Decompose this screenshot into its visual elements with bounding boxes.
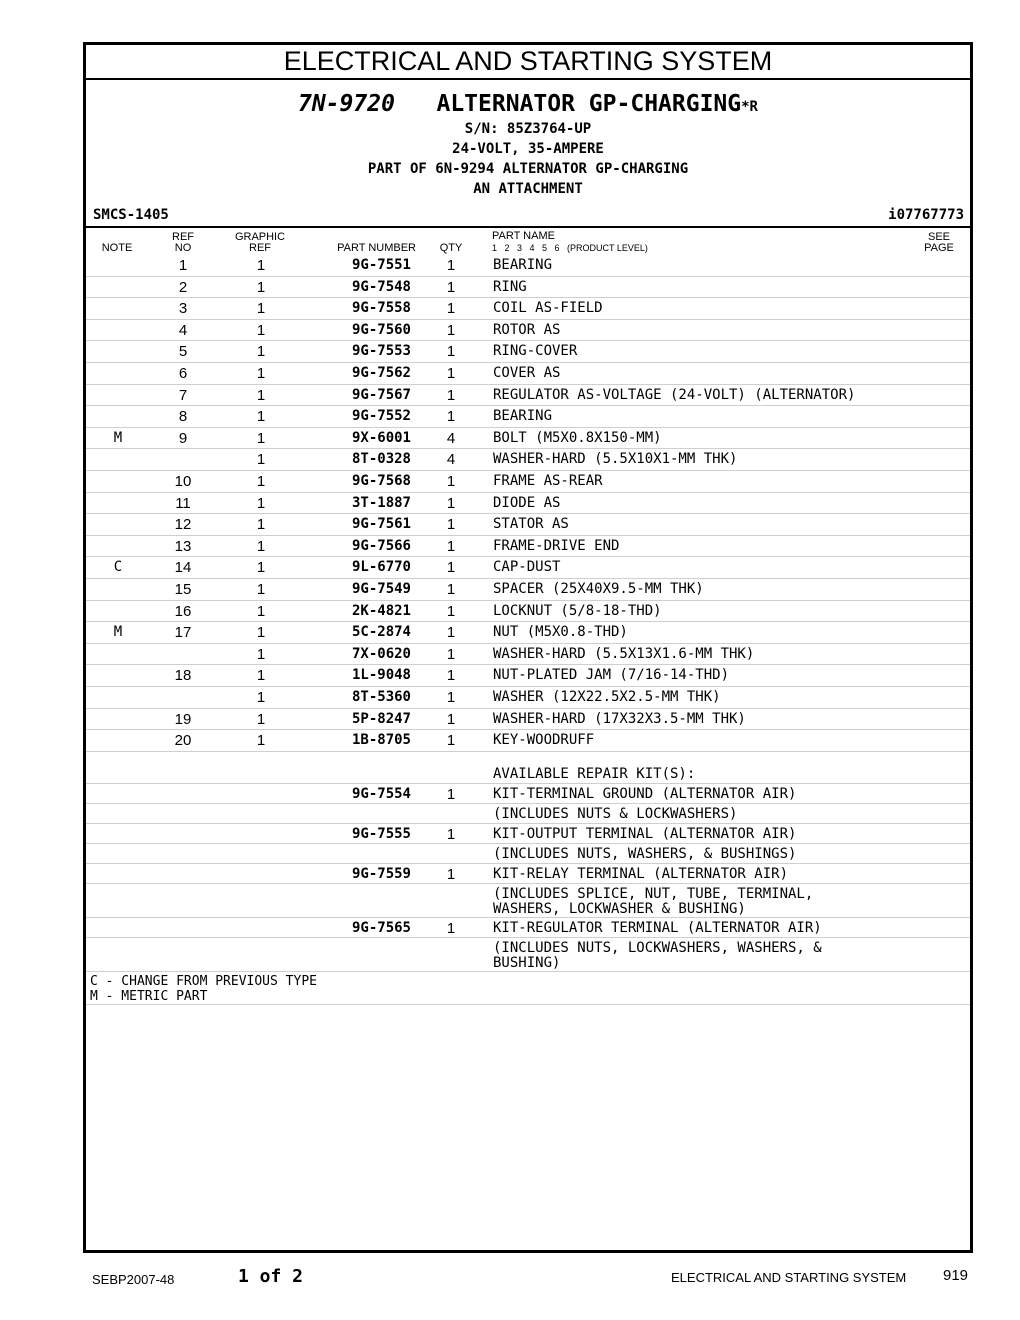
cell-pn: 9G-7559 [351,865,411,882]
cell-ref: 14 [174,559,192,577]
cell-name: NUT (M5X0.8-THD) [493,624,628,641]
group-suffix: *R [741,99,758,115]
cell-ref: 8 [178,408,188,426]
cell-note: M [113,429,123,446]
cell-gref: 1 [256,429,266,447]
cell-pn: 9G-7552 [351,408,411,425]
cell-ref: 3 [178,300,188,318]
cell-gref: 1 [256,321,266,339]
cell-name: DIODE AS [493,494,561,511]
table-row [86,536,970,558]
cell-qty: 1 [446,645,456,663]
cell-ref: 1 [178,257,188,274]
cell-name: KIT-RELAY TERMINAL (ALTERNATOR AIR) [493,865,789,882]
cell-name: (INCLUDES NUTS, LOCKWASHERS, WASHERS, & BUSHING) [493,939,822,971]
cell-name: BEARING [493,257,553,273]
cell-qty: 1 [446,386,456,404]
cell-pn: 1L-9048 [351,667,411,684]
cell-qty: 1 [446,689,456,706]
col-ref-no [164,232,202,254]
cell-name: RING-COVER [493,343,578,360]
section-title: ELECTRICAL AND STARTING SYSTEM [86,45,970,80]
cell-qty: 1 [446,624,456,642]
kit-row [86,764,970,784]
cell-pn: 9G-7568 [351,473,411,489]
cell-pn: 1B-8705 [351,732,411,749]
cell-qty: 1 [446,257,456,274]
cell-qty: 1 [446,825,456,843]
footer-page-of: 1 of 2 [238,1266,304,1287]
col-ref-no-line2: NO [174,242,192,254]
cell-qty: 1 [446,919,456,937]
cell-gref: 1 [256,689,266,706]
cell-qty: 1 [446,602,456,620]
footer-doc-id: SEBP2007-48 [92,1272,175,1287]
cell-name: (INCLUDES NUTS & LOCKWASHERS) [493,805,738,822]
col-note: NOTE [101,242,133,254]
cell-qty: 1 [446,300,456,318]
table-row [86,471,970,493]
cell-note: M [113,624,123,641]
footer-page-number: 919 [943,1267,969,1284]
cell-pn: 8T-0328 [351,451,411,468]
col-graphic-ref [228,232,292,254]
cell-name: REGULATOR AS-VOLTAGE (24-VOLT) (ALTERNATOR) [493,386,856,403]
smcs-code: SMCS-1405 [93,207,169,223]
cell-pn: 2K-4821 [351,602,411,619]
cell-pn: 9X-6001 [351,429,411,446]
part-of: PART OF 6N-9294 ALTERNATOR GP-CHARGING [367,161,689,177]
table-row [86,622,970,644]
cell-pn: 3T-1887 [351,494,411,511]
cell-ref: 15 [174,581,192,598]
cell-qty: 1 [446,365,456,382]
cell-name: BEARING [493,408,553,425]
cell-gref: 1 [256,343,266,361]
col-graphic-ref-line2: REF [249,242,271,254]
cell-ref: 18 [174,667,192,685]
cell-pn: 9G-7565 [351,919,411,936]
cell-ref: 11 [175,494,191,512]
cell-ref: 2 [178,278,188,296]
group-title [86,91,970,120]
cell-name: ROTOR AS [493,321,561,338]
cell-name: (INCLUDES SPLICE, NUT, TUBE, TERMINAL, WASHERS, LOCKWASHER & BUSHING) [493,885,814,917]
col-ref-no-line1: REF [172,231,194,243]
cell-gref: 1 [256,257,266,274]
table-row [86,709,970,731]
cell-ref: 6 [178,365,188,382]
cell-qty: 1 [446,278,456,296]
cell-gref: 1 [256,537,266,555]
cell-qty: 1 [446,732,456,750]
cell-pn: 9G-7558 [351,300,411,317]
table-row [86,406,970,428]
table-row [86,298,970,320]
col-part-name: PART NAME [492,230,555,242]
table-row [86,341,970,363]
cell-ref: 9 [178,429,188,447]
note-metric: M - METRIC PART [90,989,208,1004]
notes-rule [86,1004,970,1005]
cell-qty: 1 [446,408,456,426]
cell-pn: 5P-8247 [351,710,411,727]
cell-qty: 1 [446,710,456,728]
cell-gref: 1 [256,602,266,620]
cell-gref: 1 [256,645,266,663]
cell-pn: 9G-7566 [351,537,411,554]
cell-gref: 1 [256,624,266,642]
cell-pn: 8T-5360 [351,689,411,705]
cell-qty: 4 [446,451,456,469]
cell-pn: 9G-7551 [351,257,411,273]
cell-name: CAP-DUST [493,559,561,576]
cell-name: KEY-WOODRUFF [493,732,595,749]
cell-note: C [113,559,123,576]
kit-row [86,884,970,918]
kit-row [86,918,970,938]
cell-gref: 1 [256,732,266,750]
cell-name: (INCLUDES NUTS, WASHERS, & BUSHINGS) [493,845,797,862]
cell-name: KIT-REGULATOR TERMINAL (ALTERNATOR AIR) [493,919,822,936]
cell-ref: 10 [174,473,192,490]
cell-gref: 1 [256,581,266,598]
cell-pn: 9G-7553 [351,343,411,360]
cell-gref: 1 [256,365,266,382]
cell-gref: 1 [256,386,266,404]
cell-pn: 9G-7548 [351,278,411,295]
kit-row [86,804,970,824]
table-row [86,255,970,277]
cell-pn: 9G-7549 [351,581,411,597]
table-row [86,428,970,450]
serial-number: S/N: 85Z3764-UP [464,121,592,137]
cell-qty: 1 [446,865,456,883]
cell-ref: 5 [178,343,188,361]
cell-pn: 9G-7555 [351,825,411,842]
kit-row [86,824,970,844]
cell-ref: 17 [174,624,192,642]
cell-name: WASHER-HARD (17X32X3.5-MM THK) [493,710,746,727]
cell-pn: 7X-0620 [351,645,411,662]
cell-name: WASHER-HARD (5.5X13X1.6-MM THK) [493,645,755,662]
cell-qty: 1 [446,559,456,577]
cell-gref: 1 [256,451,266,469]
page-frame [83,42,973,1253]
table-row [86,730,970,752]
kit-row [86,784,970,804]
table-row [86,665,970,687]
cell-qty: 1 [446,537,456,555]
cell-ref: 20 [174,732,192,750]
cell-name: NUT-PLATED JAM (7/16-14-THD) [493,667,730,684]
kit-row [86,938,970,972]
cell-pn: 9L-6770 [351,559,411,576]
cell-name: WASHER (12X22.5X2.5-MM THK) [493,689,721,705]
col-see-page [916,232,962,254]
cell-name: KIT-TERMINAL GROUND (ALTERNATOR AIR) [493,785,797,802]
cell-name: FRAME-DRIVE END [493,537,620,554]
table-row [86,579,970,601]
attachment: AN ATTACHMENT [473,181,583,197]
cell-name: FRAME AS-REAR [493,473,603,489]
cell-name: KIT-OUTPUT TERMINAL (ALTERNATOR AIR) [493,825,797,842]
header-rule [86,226,970,228]
table-row [86,557,970,579]
kit-row [86,844,970,864]
cell-ref: 4 [178,321,188,339]
table-row [86,320,970,342]
col-product-level: 1 2 3 4 5 6 (PRODUCT LEVEL) [492,243,648,253]
group-part-number: 7N-9720 [298,91,395,117]
cell-gref: 1 [256,516,266,534]
cell-qty: 1 [446,516,456,534]
cell-pn: 9G-7567 [351,386,411,403]
cell-ref: 13 [174,537,192,555]
cell-qty: 1 [446,473,456,490]
cell-name: WASHER-HARD (5.5X10X1-MM THK) [493,451,738,468]
cell-gref: 1 [256,494,266,512]
table-row [86,644,970,666]
cell-ref: 19 [174,710,192,728]
cell-name: LOCKNUT (5/8-18-THD) [493,602,662,619]
footer-section: ELECTRICAL AND STARTING SYSTEM [671,1270,907,1285]
col-graphic-ref-line1: GRAPHIC [234,231,286,243]
cell-qty: 1 [446,321,456,339]
table-row [86,493,970,515]
cell-qty: 1 [446,667,456,685]
cell-gref: 1 [256,559,266,577]
cell-ref: 16 [174,602,192,620]
col-see-page-line2: PAGE [924,242,954,254]
cell-qty: 1 [446,494,456,512]
cell-gref: 1 [256,667,266,685]
cell-ref: 12 [174,516,192,534]
cell-name: COVER AS [493,365,561,381]
illustration-id: i07767773 [888,207,964,223]
group-part-name: ALTERNATOR GP-CHARGING [436,91,742,117]
cell-name: SPACER (25X40X9.5-MM THK) [493,581,704,597]
cell-pn: 9G-7561 [351,516,411,533]
rating: 24-VOLT, 35-AMPERE [452,141,604,157]
cell-name: COIL AS-FIELD [493,300,603,317]
cell-qty: 1 [446,581,456,598]
table-row [86,449,970,471]
col-qty: QTY [439,242,463,254]
cell-qty: 4 [446,429,456,447]
note-change: C - CHANGE FROM PREVIOUS TYPE [90,974,317,989]
table-row [86,687,970,709]
cell-ref: 7 [178,386,188,404]
cell-pn: 9G-7560 [351,321,411,338]
table-row [86,277,970,299]
cell-pn: 5C-2874 [351,624,411,641]
cell-qty: 1 [446,785,456,803]
table-row [86,514,970,536]
table-row [86,601,970,623]
cell-gref: 1 [256,473,266,490]
cell-name: RING [493,278,527,295]
cell-name: AVAILABLE REPAIR KIT(S): [493,765,696,782]
kit-row [86,864,970,884]
cell-pn: 9G-7554 [351,785,411,802]
cell-name: STATOR AS [493,516,569,533]
cell-pn: 9G-7562 [351,365,411,381]
table-row [86,363,970,385]
col-part-number: PART NUMBER [337,242,416,254]
cell-gref: 1 [256,278,266,296]
col-see-page-line1: SEE [927,231,950,243]
cell-name: BOLT (M5X0.8X150-MM) [493,429,662,446]
cell-qty: 1 [446,343,456,361]
cell-gref: 1 [256,408,266,426]
notes-legend [90,974,317,1004]
cell-gref: 1 [256,300,266,318]
table-row [86,385,970,407]
cell-gref: 1 [256,710,266,728]
